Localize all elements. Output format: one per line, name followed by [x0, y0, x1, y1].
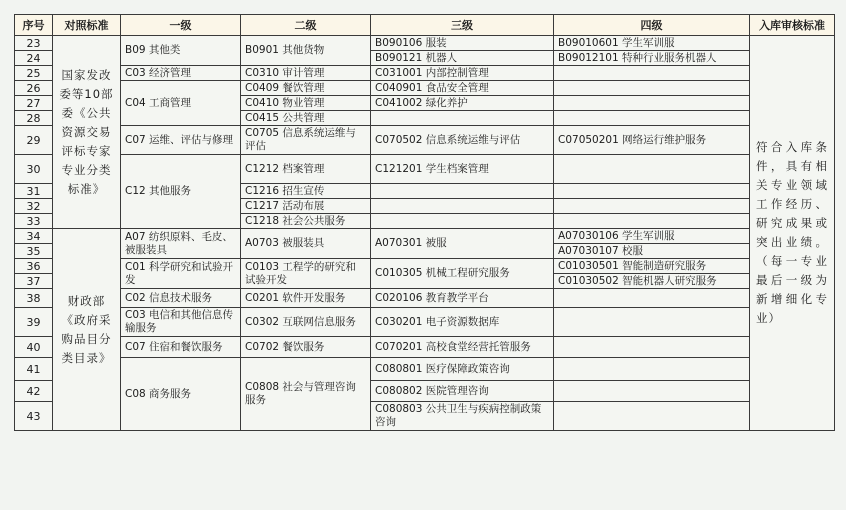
level-3-cell: B090106 服装	[371, 36, 554, 51]
level-2-cell: C0705 信息系统运维与评估	[241, 126, 371, 155]
level-4-cell	[554, 184, 750, 199]
header-seq: 序号	[15, 15, 53, 36]
seq-cell: 42	[15, 381, 53, 402]
header-level-4: 四级	[554, 15, 750, 36]
table-row	[15, 155, 835, 184]
seq-cell: 43	[15, 402, 53, 431]
level-1-cell: C03 电信和其他信息传输服务	[121, 308, 241, 337]
level-3-cell: C080803 公共卫生与疾病控制政策咨询	[371, 402, 554, 431]
level-2-cell: C0808 社会与管理咨询服务	[241, 358, 371, 431]
header-standard: 对照标准	[53, 15, 121, 36]
seq-cell: 24	[15, 51, 53, 66]
level-3-cell: C080802 医院管理咨询	[371, 381, 554, 402]
level-4-cell: C07050201 网络运行维护服务	[554, 126, 750, 155]
level-4-cell: C01030501 智能制造研究服务	[554, 259, 750, 274]
header-level-3: 三级	[371, 15, 554, 36]
seq-cell: 37	[15, 274, 53, 289]
level-4-cell	[554, 337, 750, 358]
seq-cell: 23	[15, 36, 53, 51]
level-3-cell: C080801 医疗保障政策咨询	[371, 358, 554, 381]
seq-cell: 31	[15, 184, 53, 199]
seq-cell: 32	[15, 199, 53, 214]
level-3-cell	[371, 184, 554, 199]
seq-cell: 38	[15, 289, 53, 308]
header-row	[15, 15, 835, 36]
classification-table-container	[14, 14, 834, 431]
level-3-cell: C010305 机械工程研究服务	[371, 259, 554, 289]
level-4-cell	[554, 66, 750, 81]
seq-cell: 29	[15, 126, 53, 155]
level-2-cell: C0201 软件开发服务	[241, 289, 371, 308]
seq-cell: 28	[15, 111, 53, 126]
level-1-cell: B09 其他类	[121, 36, 241, 66]
level-3-cell	[371, 111, 554, 126]
seq-cell: 36	[15, 259, 53, 274]
seq-cell: 39	[15, 308, 53, 337]
level-2-cell: C1212 档案管理	[241, 155, 371, 184]
level-3-cell: A070301 被服	[371, 229, 554, 259]
table-row	[15, 126, 835, 155]
level-2-cell: C0409 餐饮管理	[241, 81, 371, 96]
level-1-cell: C07 运维、评估与修理	[121, 126, 241, 155]
level-2-cell: C0415 公共管理	[241, 111, 371, 126]
level-1-cell: C01 科学研究和试验开发	[121, 259, 241, 289]
level-1-cell: C08 商务服务	[121, 358, 241, 431]
level-2-cell: C1218 社会公共服务	[241, 214, 371, 229]
table-row	[15, 81, 835, 96]
level-3-cell: C020106 教育教学平台	[371, 289, 554, 308]
level-3-cell: C030201 电子资源数据库	[371, 308, 554, 337]
level-4-cell	[554, 402, 750, 431]
level-4-cell	[554, 199, 750, 214]
table-row	[15, 358, 835, 381]
level-4-cell	[554, 289, 750, 308]
level-2-cell: A0703 被服装具	[241, 229, 371, 259]
seq-cell: 40	[15, 337, 53, 358]
level-3-cell	[371, 199, 554, 214]
table-row	[15, 66, 835, 81]
seq-cell: 33	[15, 214, 53, 229]
table-row	[15, 289, 835, 308]
level-3-cell: C041002 绿化养护	[371, 96, 554, 111]
level-3-cell: B090121 机器人	[371, 51, 554, 66]
seq-cell: 34	[15, 229, 53, 244]
level-2-cell: C1216 招生宣传	[241, 184, 371, 199]
seq-cell: 35	[15, 244, 53, 259]
level-3-cell: C040901 食品安全管理	[371, 81, 554, 96]
header-level-1: 一级	[121, 15, 241, 36]
table-row	[15, 36, 835, 51]
level-2-cell: C0103 工程学的研究和试验开发	[241, 259, 371, 289]
level-3-cell	[371, 214, 554, 229]
table-row	[15, 308, 835, 337]
seq-cell: 41	[15, 358, 53, 381]
seq-cell: 30	[15, 155, 53, 184]
level-4-cell	[554, 381, 750, 402]
classification-table	[14, 14, 835, 431]
level-2-cell: C0310 审计管理	[241, 66, 371, 81]
level-3-cell: C070201 高校食堂经营托管服务	[371, 337, 554, 358]
seq-cell: 27	[15, 96, 53, 111]
standard-cell: 财政部《政府采购品目分类目录》	[53, 229, 121, 431]
level-4-cell	[554, 308, 750, 337]
level-4-cell: A07030106 学生军训服	[554, 229, 750, 244]
level-3-cell: C031001 内部控制管理	[371, 66, 554, 81]
seq-cell: 26	[15, 81, 53, 96]
level-4-cell	[554, 155, 750, 184]
review-standard-cell: 符合入库条件，具有相关专业领域工作经历、研究成果或突出业绩。（每一专业最后一级为新增细化专业）	[750, 36, 835, 431]
level-2-cell: B0901 其他货物	[241, 36, 371, 66]
level-3-cell: C070502 信息系统运维与评估	[371, 126, 554, 155]
table-row	[15, 229, 835, 244]
level-2-cell: C0302 互联网信息服务	[241, 308, 371, 337]
level-4-cell	[554, 214, 750, 229]
level-4-cell: B09010601 学生军训服	[554, 36, 750, 51]
level-2-cell: C1217 活动布展	[241, 199, 371, 214]
level-1-cell: C04 工商管理	[121, 81, 241, 126]
header-level-2: 二级	[241, 15, 371, 36]
level-4-cell	[554, 81, 750, 96]
level-1-cell: C02 信息技术服务	[121, 289, 241, 308]
level-4-cell: B09012101 特种行业服务机器人	[554, 51, 750, 66]
level-1-cell: A07 纺织原料、毛皮、被服装具	[121, 229, 241, 259]
standard-cell: 国家发改委等10部委《公共资源交易评标专家专业分类标准》	[53, 36, 121, 229]
level-4-cell	[554, 358, 750, 381]
level-4-cell: C01030502 智能机器人研究服务	[554, 274, 750, 289]
level-1-cell: C12 其他服务	[121, 155, 241, 229]
table-row	[15, 337, 835, 358]
level-4-cell	[554, 111, 750, 126]
level-4-cell	[554, 96, 750, 111]
level-2-cell: C0410 物业管理	[241, 96, 371, 111]
table-row	[15, 259, 835, 274]
level-3-cell: C121201 学生档案管理	[371, 155, 554, 184]
level-1-cell: C03 经济管理	[121, 66, 241, 81]
seq-cell: 25	[15, 66, 53, 81]
level-1-cell: C07 住宿和餐饮服务	[121, 337, 241, 358]
level-2-cell: C0702 餐饮服务	[241, 337, 371, 358]
header-review-standard: 入库审核标准	[750, 15, 835, 36]
level-4-cell: A07030107 校服	[554, 244, 750, 259]
